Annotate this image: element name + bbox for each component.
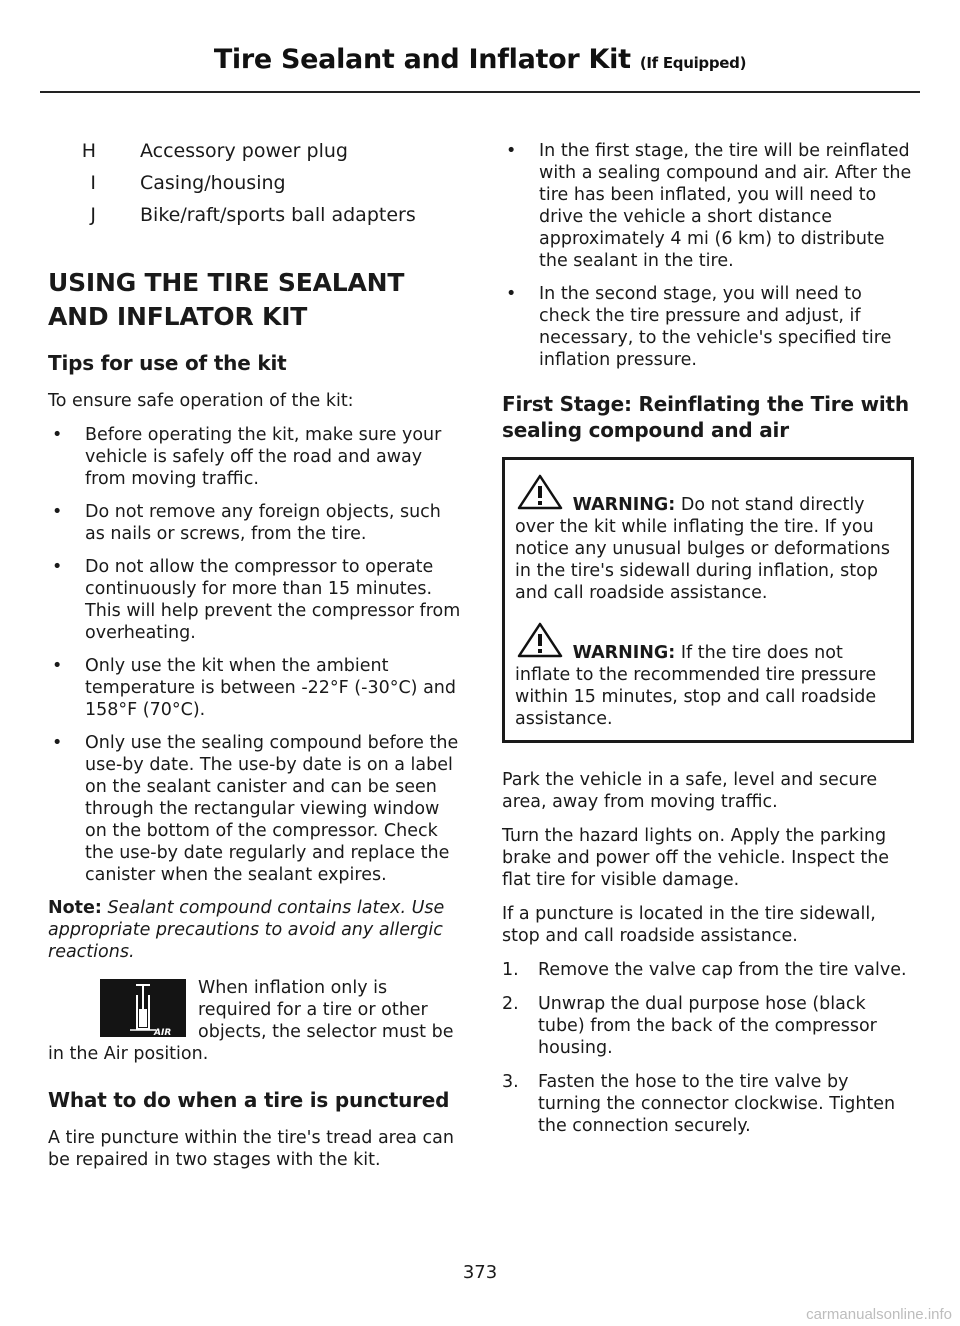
note-text: Sealant compound contains latex. Use appropriate precautions to avoid any allergic reactions.: [48, 898, 445, 962]
legend-text: Accessory power plug: [140, 140, 348, 162]
paragraph: Park the vehicle in a safe, level and secure area, away from moving traffic.: [502, 770, 878, 812]
legend-text: Casing/housing: [140, 172, 286, 194]
legend-item: [48, 140, 462, 162]
left-column: [48, 140, 462, 1183]
watermark: carmanualsonline.info: [806, 1306, 952, 1323]
bullet-icon: •: [506, 141, 517, 161]
paragraph: If a puncture is located in the tire sidewall, stop and call roadside assistance.: [502, 904, 876, 946]
warning-triangle-icon: [517, 474, 567, 516]
air-text: When inflation only is required for a tire or other objects, the selector must be in the Air position.: [48, 978, 454, 1064]
bullet-icon: •: [52, 656, 63, 676]
bullet-icon: •: [52, 557, 63, 577]
step-text: Remove the valve cap from the tire valve.: [538, 960, 907, 980]
note-label: Note:: [48, 898, 102, 918]
warning-box: [502, 457, 914, 743]
step-number: 1.: [502, 960, 519, 980]
note: [48, 897, 462, 963]
list-item: [48, 732, 462, 886]
bullet-icon: •: [52, 502, 63, 522]
air-icon-label: AIR: [154, 1028, 172, 1037]
step-text: Unwrap the dual purpose hose (black tube) from the back of the compressor housing.: [538, 994, 877, 1058]
right-column: [502, 140, 914, 1149]
tip-text: Only use the sealing compound before the use-by date. The use-by date is on a label on the sealant canister and can be seen through the rectangular viewing window on the bottom of the compressor. Check the use-by date regularly and replace the canister when the sealant expires.: [85, 733, 459, 885]
list-item: [48, 501, 462, 545]
puncture-text: A tire puncture within the tire's tread area can be repaired in two stages with the kit.: [48, 1128, 454, 1170]
stage-text: In the first stage, the tire will be reinflated with a sealing compound and air. After the tire has been inflated, you will need to drive the vehicle a short distance approximately 4 mi (6 km) to distribute the sealant in the tire.: [539, 141, 912, 271]
list-item: [502, 959, 914, 981]
step-text: Fasten the hose to the tire valve by turning the connector clockwise. Tighten the connection securely.: [538, 1072, 896, 1136]
warning-label: WARNING:: [572, 495, 676, 515]
section-title-line2: AND INFLATOR KIT: [48, 302, 308, 331]
tips-list: [48, 424, 462, 886]
legend-list: [48, 140, 462, 226]
legend-key: I: [90, 172, 96, 194]
step-number: 2.: [502, 994, 519, 1014]
tip-text: Before operating the kit, make sure your vehicle is safely off the road and away from moving traffic.: [85, 425, 442, 489]
header-rule: [40, 91, 920, 93]
step-number: 3.: [502, 1072, 519, 1092]
list-item: [502, 283, 914, 371]
list-item: [502, 1071, 914, 1137]
tip-text: Do not remove any foreign objects, such as nails or screws, from the tire.: [85, 502, 441, 544]
legend-text: Bike/raft/sports ball adapters: [140, 204, 416, 226]
page-header: [40, 44, 920, 75]
tips-heading: Tips for use of the kit: [48, 351, 287, 375]
paragraph: Turn the hazard lights on. Apply the parking brake and power off the vehicle. Inspect the flat tire for visible damage.: [502, 826, 890, 890]
legend-item: [48, 172, 462, 194]
stage-text: In the second stage, you will need to check the tire pressure and adjust, if necessary, to the vehicle's specified tire inflation pressure.: [539, 284, 892, 370]
warning-label: WARNING:: [572, 643, 676, 663]
first-stage-heading: First Stage: Reinflating the Tire with sealing compound and air: [502, 392, 909, 442]
tip-text: Do not allow the compressor to operate continuously for more than 15 minutes. This will help prevent the compressor from overheating.: [85, 557, 461, 643]
header-title: Tire Sealant and Inflator Kit: [213, 44, 631, 75]
list-item: [502, 140, 914, 272]
legend-item: [48, 204, 462, 226]
warning-item: [515, 474, 901, 604]
warning-text: If the tire does not inflate to the recommended tire pressure within 15 minutes, stop and call roadside assistance.: [515, 643, 877, 729]
section-title: [48, 266, 462, 334]
bullet-icon: •: [52, 733, 63, 753]
list-item: [48, 556, 462, 644]
section-title-line1: USING THE TIRE SEALANT: [48, 268, 405, 297]
warning-triangle-icon: [517, 622, 567, 664]
list-item: [502, 993, 914, 1059]
bullet-icon: •: [52, 425, 63, 445]
tips-intro: To ensure safe operation of the kit:: [48, 391, 354, 411]
legend-key: H: [81, 140, 96, 162]
page-number: 373: [462, 1262, 498, 1283]
bullet-icon: •: [506, 284, 517, 304]
puncture-heading: What to do when a tire is punctured: [48, 1088, 450, 1112]
air-selector-icon: [100, 979, 186, 1037]
header-suffix: (If Equipped): [639, 54, 747, 72]
legend-key: J: [90, 204, 96, 226]
list-item: [48, 655, 462, 721]
list-item: [48, 424, 462, 490]
tip-text: Only use the kit when the ambient temperature is between -22°F (-30°C) and 158°F (70°C).: [85, 656, 456, 720]
steps-list: [502, 959, 914, 1137]
warning-text: Do not stand directly over the kit while inflating the tire. If you notice any unusual bulges or deformations in the tire's sidewall during inflation, stop and call roadside assistance.: [515, 495, 890, 603]
warning-item: [515, 622, 901, 730]
air-selector-block: [48, 977, 462, 1065]
stages-list: [502, 140, 914, 371]
